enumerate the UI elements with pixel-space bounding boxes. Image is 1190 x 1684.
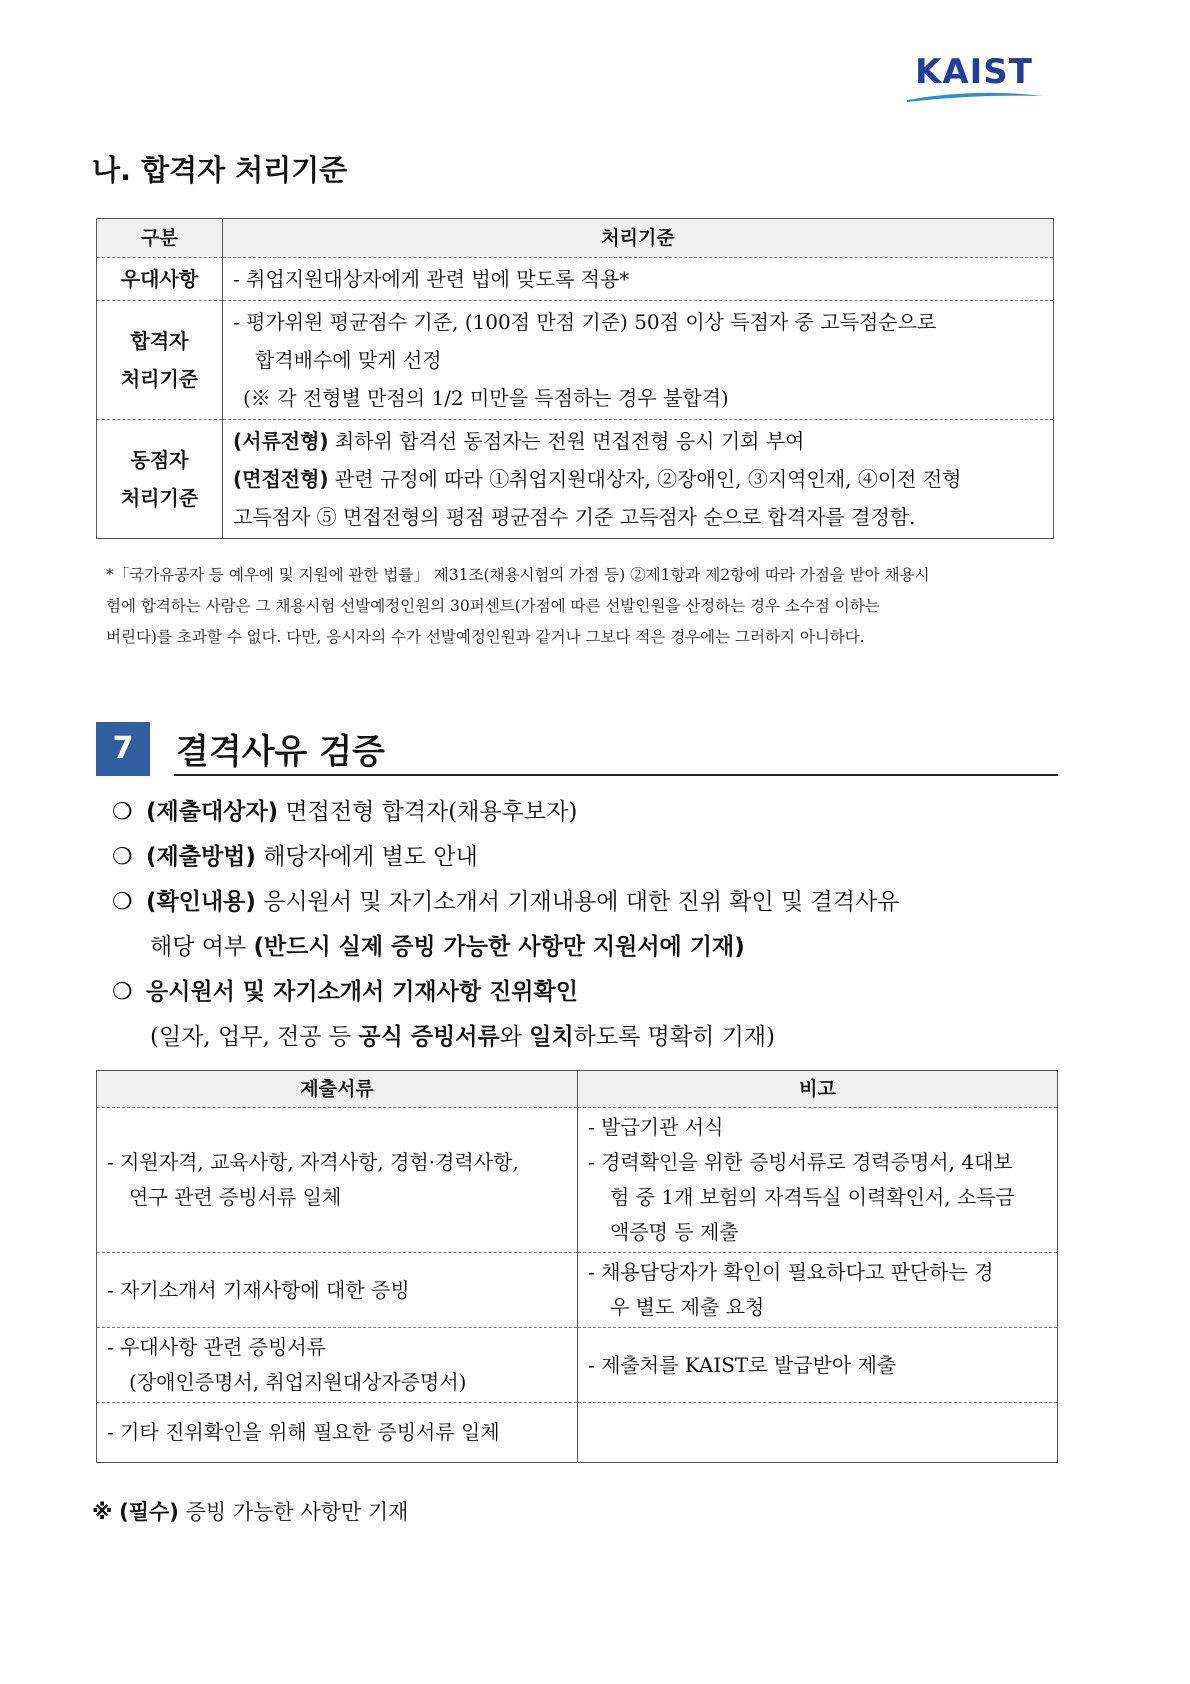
footnote-line: *「국가유공자 등 예우에 및 지원에 관한 법률」 제31조(채용시험의 가점 등) ②제1항과 제2항에 따라 가점을 받아 채용시 [106,566,930,584]
bullet-item [112,970,1062,1015]
table-header-row [97,1071,1058,1108]
row-line [233,460,1043,498]
row-content [223,301,1054,420]
row-category-line: 동점자 [130,448,189,472]
header-category: 구분 [97,219,223,258]
row-text: 관련 규정에 따라 ①취업지원대상자, ②장애인, ③지역인재, ④이전 전형 [328,467,962,491]
cell-line: - 발급기관 서식 [588,1115,724,1139]
required-note [92,1496,408,1526]
kaist-logo [905,52,1045,104]
row-category [97,420,223,539]
note-mark: ※ [92,1500,113,1524]
bullet-list [112,790,1062,1060]
cell-line: - 채용담당자가 확인이 필요하다고 판단하는 경 [588,1260,994,1284]
cell-remarks [578,1253,1058,1328]
row-label-bold: (서류전형) [233,429,329,453]
cell-remarks [578,1403,1058,1463]
table-row [97,258,1054,301]
bullet-emphasis: (반드시 실제 증빙 가능한 사항만 지원서에 기재) [253,934,745,960]
bullet-text: 해당자에게 별도 안내 [255,844,478,870]
table-row [97,301,1054,420]
bullet-text: 면접전형 합격자(채용후보자) [278,799,578,825]
bullet-label: (확인내용) [146,889,256,915]
bullet-item [112,835,1062,880]
cell-line: (장애인증명서, 취업지원대상자증명서) [129,1370,467,1394]
circle-bullet-icon: ❍ [112,979,133,1005]
row-line: - 평가위원 평균점수 기준, (100점 만점 기준) 50점 이상 득점자 중 고득점순으로 [233,310,937,334]
bullet-text: (일자, 업무, 전공 등 [150,1024,359,1050]
header-remarks: 비고 [578,1071,1058,1108]
row-category-line: 처리기준 [120,486,199,510]
bullet-continuation [112,1015,1062,1060]
circle-bullet-icon: ❍ [112,799,133,825]
cell-documents [97,1108,578,1253]
bullet-continuation [112,925,1062,970]
header-criteria: 처리기준 [223,219,1054,258]
table-row [97,1403,1058,1463]
footnote-line: 험에 합격하는 사람은 그 채용시험 선발예정인원의 30퍼센트(가점에 따른 선발인원을 산정하는 경우 소수점 이하는 [106,597,880,615]
table-row [97,1328,1058,1403]
cell-remarks [578,1328,1058,1403]
cell-line: 연구 관련 증빙서류 일체 [129,1185,342,1209]
row-line [233,422,1043,460]
bullet-text: 와 [499,1024,530,1050]
circle-bullet-icon: ❍ [112,889,133,915]
documents-table [96,1070,1058,1463]
bullet-emphasis: 공식 증빙서류 [358,1024,500,1050]
cell-documents [97,1403,578,1463]
bullet-label: (제출대상자) [146,799,279,825]
cell-line: - 우대사항 관련 증빙서류 [107,1335,327,1359]
section-title-na: 나. 합격자 처리기준 [92,153,348,187]
cell-remarks [578,1108,1058,1253]
row-category: 우대사항 [97,258,223,301]
cell-line: - 기타 진위확인을 위해 필요한 증빙서류 일체 [107,1420,500,1444]
criteria-table [96,218,1054,539]
row-label-bold: (면접전형) [233,467,329,491]
cell-documents [97,1253,578,1328]
row-line: - 취업지원대상자에게 관련 법에 맞도록 적용* [233,267,630,291]
row-line: 고득점자 ⑤ 면접전형의 평점 평균점수 기준 고득점자 순으로 합격자를 결정함. [233,505,916,529]
circle-bullet-icon: ❍ [112,844,133,870]
cell-line: 우 별도 제출 요청 [610,1295,765,1319]
row-line: 합격배수에 맞게 선정 [255,348,442,372]
footnote [106,560,1054,653]
row-category [97,301,223,420]
cell-line: - 지원자격, 교육사항, 자격사항, 경험·경력사항, [107,1150,519,1174]
bullet-item [112,790,1062,835]
cell-line: - 제출처를 KAIST로 발급받아 제출 [588,1352,897,1377]
footnote-line: 버린다)를 초과할 수 없다. 다만, 응시자의 수가 선발예정인원과 같거나 그보다 적은 경우에는 그러하지 아니하다. [106,628,865,646]
row-content [223,258,1054,301]
bullet-text: 해당 여부 [150,934,254,960]
table-row [97,1108,1058,1253]
row-category-line: 처리기준 [120,367,199,391]
bullet-label: (제출방법) [146,844,256,870]
logo-text: KAIST [915,52,1033,92]
bullet-text: 응시원서 및 자기소개서 기재내용에 대한 진위 확인 및 결격사유 [255,889,900,915]
bullet-label: 응시원서 및 자기소개서 기재사항 진위확인 [146,979,578,1005]
header-documents: 제출서류 [97,1071,578,1108]
row-category-line: 합격자 [130,329,189,353]
note-text: 증빙 가능한 사항만 기재 [178,1500,409,1524]
section-underline [174,774,1058,776]
cell-line: 험 중 1개 보험의 자격득실 이력확인서, 소득금 [610,1185,1015,1209]
bullet-emphasis: 일치 [529,1024,574,1050]
table-row [97,420,1054,539]
table-row [97,1253,1058,1328]
row-text: 최하위 합격선 동점자는 전원 면접전형 응시 기회 부여 [328,429,805,453]
bullet-item [112,880,1062,925]
row-line: (※ 각 전형별 만점의 1/2 미만을 득점하는 경우 불합격) [243,386,729,410]
section-number-badge: 7 [96,722,150,776]
cell-line: 액증명 등 제출 [610,1220,739,1244]
logo-swoosh-icon [905,90,1045,104]
cell-line: - 자기소개서 기재사항에 대한 증빙 [107,1277,410,1302]
note-label: (필수) [119,1500,179,1524]
section-title-7: 결격사유 검증 [176,732,385,772]
cell-documents [97,1328,578,1403]
bullet-text: 하도록 명확히 기재) [573,1024,776,1050]
cell-line: - 경력확인을 위한 증빙서류로 경력증명서, 4대보 [588,1150,1013,1174]
table-header-row [97,219,1054,258]
row-content [223,420,1054,539]
